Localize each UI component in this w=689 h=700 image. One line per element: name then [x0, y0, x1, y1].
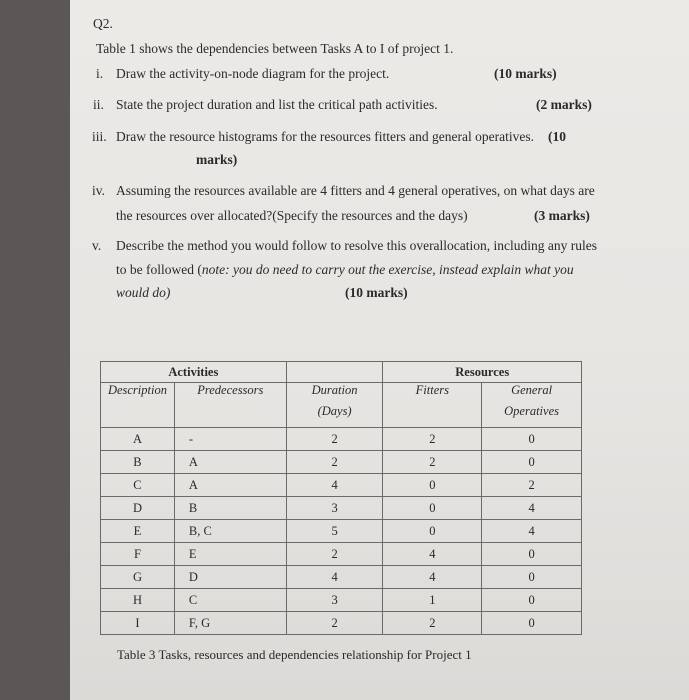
predecessors-cell: B: [174, 497, 286, 520]
table-row: [101, 497, 582, 520]
predecessors-cell: C: [174, 589, 286, 612]
item-v-line3: would do): [116, 285, 171, 300]
fitters-cell: 4: [383, 566, 482, 589]
duration-cell: 4: [286, 474, 383, 497]
item-v-marks: (10 marks): [345, 285, 408, 300]
predecessors-header: Predecessors: [174, 383, 286, 428]
description-cell: F: [101, 543, 175, 566]
fitters-cell: 0: [383, 474, 482, 497]
question-number: Q2.: [93, 16, 113, 31]
description-cell: B: [101, 451, 175, 474]
fitters-cell: 0: [383, 497, 482, 520]
predecessors-cell: B, C: [174, 520, 286, 543]
item-v-number: v.: [92, 238, 102, 253]
duration-cell: 3: [286, 589, 383, 612]
table-row: [101, 474, 582, 497]
general-cell: 0: [482, 589, 582, 612]
predecessors-cell: D: [174, 566, 286, 589]
description-cell: A: [101, 428, 175, 451]
duration-cell: 2: [286, 451, 383, 474]
item-iii-marks-cont: marks): [196, 152, 238, 167]
general-cell: 0: [482, 566, 582, 589]
item-i-marks: (10 marks): [494, 66, 557, 81]
item-v-line2-note: note: you do need to carry out the exercise, instead explain what you: [201, 262, 574, 277]
general-operatives-header: General Operatives: [482, 383, 582, 428]
item-i-text: Draw the activity-on-node diagram for the project.: [116, 66, 390, 81]
item-i-number: i.: [96, 66, 104, 81]
item-ii-marks: (2 marks): [536, 97, 592, 112]
duration-cell: 2: [286, 428, 383, 451]
description-cell: C: [101, 474, 175, 497]
table-row: [101, 428, 582, 451]
question-intro: Table 1 shows the dependencies between Tasks A to I of project 1.: [96, 41, 454, 56]
item-v-line2-prefix: to be followed (: [116, 262, 202, 277]
general-cell: 0: [482, 428, 582, 451]
item-ii-text: State the project duration and list the critical path activities.: [116, 97, 438, 112]
description-cell: G: [101, 566, 175, 589]
activities-group-header: Activities: [101, 362, 287, 383]
item-iv-number: iv.: [92, 183, 105, 198]
item-v-line2: [116, 262, 574, 278]
table-row: [101, 543, 582, 566]
item-iii-text: Draw the resource histograms for the resources fitters and general operatives.: [116, 129, 534, 144]
description-cell: I: [101, 612, 175, 635]
item-iv-line2: the resources over allocated?(Specify the resources and the days): [116, 208, 468, 223]
description-cell: D: [101, 497, 175, 520]
fitters-cell: 0: [383, 520, 482, 543]
table-row: [101, 612, 582, 635]
column-header-row: [101, 383, 582, 428]
duration-cell: 2: [286, 612, 383, 635]
fitters-cell: 4: [383, 543, 482, 566]
duration-cell: 3: [286, 497, 383, 520]
table-caption: Table 3 Tasks, resources and dependencies relationship for Project 1: [117, 647, 472, 662]
predecessors-cell: -: [174, 428, 286, 451]
duration-cell: 4: [286, 566, 383, 589]
fitters-cell: 2: [383, 451, 482, 474]
duration-cell: 2: [286, 543, 383, 566]
description-cell: E: [101, 520, 175, 543]
fitters-cell: 2: [383, 612, 482, 635]
fitters-header: Fitters: [383, 383, 482, 428]
description-header: Description: [101, 383, 175, 428]
general-cell: 0: [482, 451, 582, 474]
group-header-row: [101, 362, 582, 383]
table-row: [101, 566, 582, 589]
item-ii-number: ii.: [93, 97, 104, 112]
predecessors-cell: A: [174, 451, 286, 474]
predecessors-cell: F, G: [174, 612, 286, 635]
table-row: [101, 589, 582, 612]
item-iv-marks: (3 marks): [534, 208, 590, 223]
duration-cell: 5: [286, 520, 383, 543]
dependencies-table: [100, 361, 582, 635]
general-cell: 2: [482, 474, 582, 497]
item-v-line1: Describe the method you would follow to resolve this overallocation, including any rules: [116, 238, 598, 253]
header-blank-cell: [286, 362, 383, 383]
fitters-cell: 1: [383, 589, 482, 612]
general-cell: 4: [482, 497, 582, 520]
general-cell: 0: [482, 543, 582, 566]
general-cell: 4: [482, 520, 582, 543]
predecessors-cell: E: [174, 543, 286, 566]
item-iii-number: iii.: [92, 129, 107, 144]
item-iv-line1: Assuming the resources available are 4 fitters and 4 general operatives, on what days are: [116, 183, 595, 198]
table-row: [101, 520, 582, 543]
fitters-cell: 2: [383, 428, 482, 451]
description-cell: H: [101, 589, 175, 612]
general-cell: 0: [482, 612, 582, 635]
duration-header: Duration (Days): [286, 383, 383, 428]
predecessors-cell: A: [174, 474, 286, 497]
item-iii-marks: (10: [548, 129, 566, 144]
resources-group-header: Resources: [383, 362, 582, 383]
table-row: [101, 451, 582, 474]
